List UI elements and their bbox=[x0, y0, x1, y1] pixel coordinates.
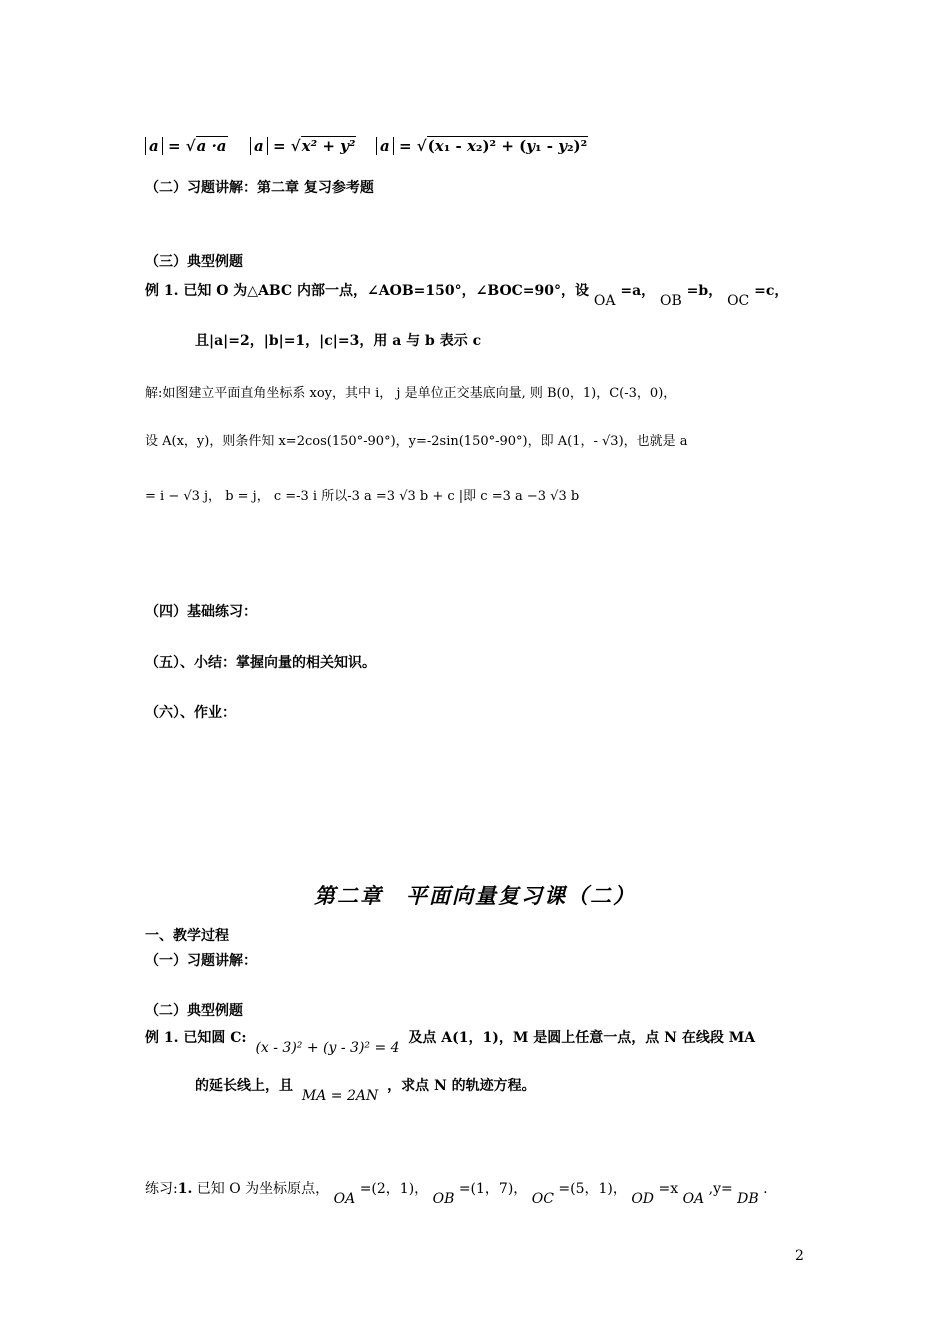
magnitude-formula-3: a = √(x₁ - x₂)² + (y₁ - y₂)² bbox=[376, 136, 588, 155]
section-5-heading: （五）、小结：掌握向量的相关知识。 bbox=[145, 655, 376, 671]
example-2-line-1: 例 1. 已知圆 C: (x - 3)² + (y - 3)² = 4 及点 A(1，1)，M 是圆上任意一点，点 N 在线段 MA bbox=[145, 1030, 756, 1056]
solution-line-3: = i − √3 j， b = j， c =-3 i 所以-3 a =3 √3 b + c |即 c =3 a −3 √3 b bbox=[145, 489, 580, 504]
page-number: 2 bbox=[795, 1248, 804, 1264]
example-1-line-2: 且|a|=2，|b|=1，|c|=3，用 a 与 b 表示 c bbox=[195, 333, 482, 349]
example-1-line-1: 例 1. 已知 O 为△ABC 内部一点，∠AOB=150°，∠BOC=90°，设 OA =a， OB =b， OC =c， bbox=[145, 283, 789, 309]
section-2-heading: （二）习题讲解：第二章 复习参考题 bbox=[145, 180, 374, 196]
exercise-1: 练习:1. 已知 O 为坐标原点， OA =(2，1)， OB =(1，7)， OC =(5，1)， OD =x OA ,y= DB . bbox=[145, 1181, 768, 1207]
example-2-line-2: 的延长线上，且 MA = 2AN ，求点 N 的轨迹方程。 bbox=[195, 1078, 536, 1104]
part-1-sub-1: （一）习题讲解： bbox=[145, 953, 257, 969]
magnitude-formula-1: a = √a ·a bbox=[145, 136, 228, 155]
solution-line-2: 设 A(x，y)，则条件知 x=2cos(150°-90°)，y=-2sin(150°-90°)，即 A(1，- √3)，也就是 a bbox=[145, 434, 688, 449]
chapter-title: 第二章 平面向量复习课（二） bbox=[314, 883, 636, 908]
section-3-heading: （三）典型例题 bbox=[145, 254, 243, 270]
part-1-heading: 一、教学过程 bbox=[145, 928, 229, 944]
magnitude-formula-2: a = √x² + y² bbox=[250, 136, 356, 155]
part-1-sub-2: （二）典型例题 bbox=[145, 1003, 243, 1019]
section-4-heading: （四）基础练习： bbox=[145, 604, 257, 620]
section-6-heading: （六）、作业： bbox=[145, 705, 236, 721]
solution-line-1: 解:如图建立平面直角坐标系 xoy，其中 i， j 是单位正交基底向量, 则 B(0，1)，C(-3，0)， bbox=[145, 386, 677, 401]
